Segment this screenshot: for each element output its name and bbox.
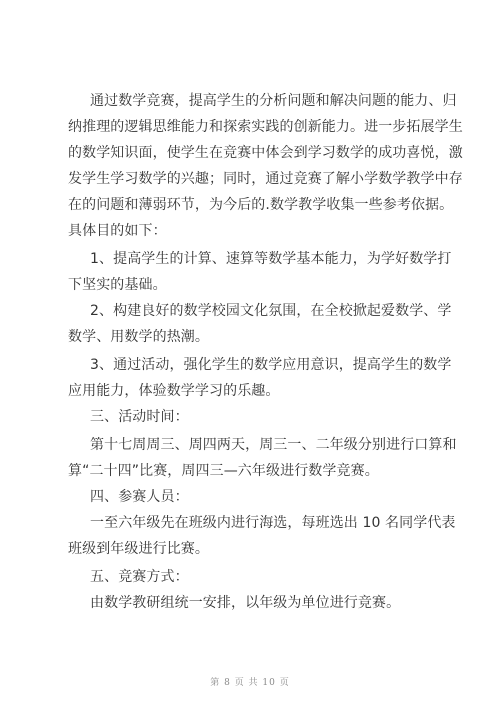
- goal-2-line-1: 2、构建良好的数学校园文化氛围，在全校掀起爱数学、学: [90, 303, 452, 319]
- paragraph-intro-line-3: 的数学知识面，使学生在竞赛中体会到学习数学的成功喜悦，激: [68, 145, 463, 161]
- page-number-footer: 第 8 页 共 10 页: [210, 678, 290, 688]
- section-format-heading: 五、竞赛方式：: [90, 569, 189, 585]
- section-participants-line-2: 班级到年级进行比赛。: [68, 541, 209, 557]
- goal-3-line-2: 应用能力，体验数学学习的乐趣。: [68, 383, 280, 399]
- section-format-line-1: 由数学教研组统一安排，以年级为单位进行竞赛。: [90, 595, 401, 611]
- goal-1-line-2: 下坚实的基础。: [68, 277, 167, 293]
- paragraph-intro-line-4: 发学生学习数学的兴趣；同时，通过竞赛了解小学数学教学中存: [68, 171, 463, 187]
- goal-3-line-1: 3、通过活动，强化学生的数学应用意识，提高学生的数学: [90, 357, 452, 373]
- goal-2-line-2: 数学、用数学的热潮。: [68, 329, 209, 345]
- paragraph-intro-line-2: 纳推理的逻辑思维能力和探索实践的创新能力。进一步拓展学生: [68, 119, 463, 135]
- paragraph-intro-line-1: 通过数学竞赛，提高学生的分析问题和解决问题的能力、归: [90, 93, 457, 109]
- paragraph-intro-line-5: 在的问题和薄弱环节，为今后的.数学教学收集一些参考依据。: [68, 197, 454, 213]
- section-participants-heading: 四、参赛人员：: [90, 489, 189, 505]
- section-time-line-2: 算“二十四”比赛，周四三—六年级进行数学竞赛。: [68, 463, 379, 479]
- goal-1-line-1: 1、提高学生的计算、速算等数学基本能力，为学好数学打: [90, 251, 452, 267]
- paragraph-intro-line-6: 具体目的如下：: [68, 223, 167, 239]
- section-time-heading: 三、活动时间：: [90, 409, 189, 425]
- section-time-line-1: 第十七周周三、周四两天，周三一、二年级分别进行口算和: [90, 437, 457, 453]
- section-participants-line-1: 一至六年级先在班级内进行海选，每班选出 10 名同学代表: [90, 515, 456, 531]
